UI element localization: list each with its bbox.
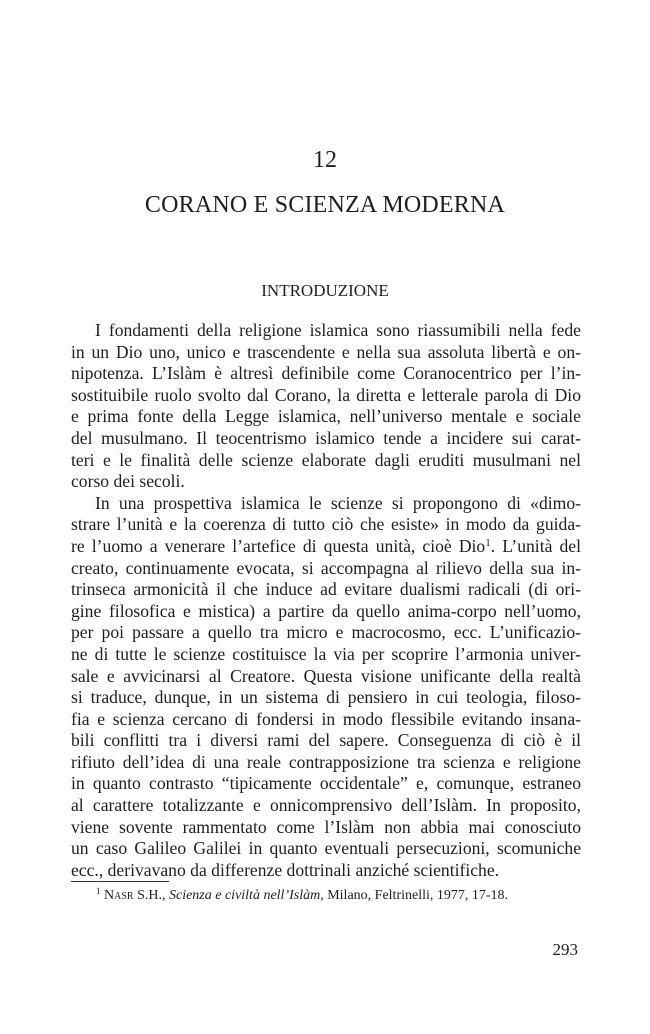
- text-line: si traduce, dunque, in un sistema di pensiero in cui teologia, filoso-: [71, 687, 581, 708]
- footnote-book-title: Scienza e civiltà nell’Islàm: [168, 888, 321, 903]
- footnote-details: , Milano, Feltrinelli, 1977, 17-18.: [320, 888, 509, 903]
- chapter-number: 12: [313, 147, 337, 173]
- text-line: corso dei secoli.: [71, 471, 185, 492]
- body-text: [71, 320, 581, 881]
- text-line: in quanto contrasto “tipicamente occidentale” e, comunque, estraneo: [71, 773, 581, 794]
- text-line: sale e avvicinarsi al Creatore. Questa visione unificante della realtà: [71, 665, 581, 686]
- text-line: per poi passare a quello tra micro e macrocosmo, ecc. L’unificazio-: [71, 622, 581, 643]
- text-line: rifiuto dell’idea di una reale contrapposizione tra scienza e religione: [71, 751, 581, 772]
- text-line: e prima fonte della Legge islamica, nell’universo mentale e sociale: [71, 406, 581, 427]
- text-line: un caso Galileo Galilei in quanto eventuali persecuzioni, scomuniche: [71, 838, 581, 859]
- footnote-initials: S.H.,: [133, 888, 169, 903]
- page-number: 293: [552, 940, 578, 959]
- chapter-title: CORANO E SCIENZA MODERNA: [144, 192, 506, 218]
- text-line: fia e scienza cercano di fondersi in modo flessibile evitando insana-: [71, 708, 581, 729]
- text-line: ne di tutte le scienze costituisce la via per scoprire l’armonia univer-: [71, 643, 581, 664]
- section-title: INTRODUZIONE: [261, 281, 389, 300]
- footnote-author: Nasr: [104, 888, 134, 903]
- text-line: del musulmano. Il teocentrismo islamico tende a incidere sui carat-: [71, 427, 581, 448]
- text-line: In una prospettiva islamica le scienze si propongono di «dimo-: [95, 492, 581, 513]
- text-line: teri e le finalità delle scienze elaborate dagli eruditi musulmani nel: [71, 449, 581, 470]
- text-line: I fondamenti della religione islamica sono riassumibili nella fede: [95, 320, 581, 340]
- text-line: ecc., derivavano da differenze dottrinali anziché scientifiche.: [71, 859, 500, 880]
- text-line: gine filosofica e mistica) a partire da quello anima-corpo nell’uomo,: [71, 600, 581, 621]
- text-line: creato, continuamente evocata, si accompagna al rilievo della sua in-: [71, 557, 581, 578]
- text-line: [71, 536, 581, 558]
- text-line: nipotenza. L’Islàm è altresì definibile come Coranocentrico per l’in-: [71, 363, 581, 384]
- text-segment: re l’uomo a venerare l’artefice di questa unità, cioè Dio: [71, 535, 486, 556]
- text-line: bili conflitti tra i diversi rami del sapere. Conseguenza di ciò è il: [71, 730, 581, 751]
- footnote-divider: [71, 881, 169, 882]
- text-line: trinseca armonicità il che induce ad evitare dualismi radicali (di ori-: [71, 579, 581, 600]
- text-segment: . L’unità del: [490, 535, 581, 556]
- text-line: sostituibile ruolo svolto dal Corano, la diretta e letterale parola di Dio: [71, 384, 581, 405]
- footnote-reference[interactable]: 1: [485, 536, 491, 549]
- footnote: [96, 887, 576, 905]
- text-line: al carattere totalizzante e onnicomprensivo dell’Islàm. In proposito,: [71, 795, 581, 816]
- text-line: in un Dio uno, unico e trascendente e nella sua assoluta libertà e on-: [71, 341, 581, 362]
- text-line: viene sovente rammentato come l’Islàm non abbia mai conosciuto: [71, 816, 581, 837]
- text-line: strare l’unità e la coerenza di tutto ciò che esiste» in modo da guida-: [71, 514, 581, 535]
- footnote-marker: 1: [96, 886, 101, 896]
